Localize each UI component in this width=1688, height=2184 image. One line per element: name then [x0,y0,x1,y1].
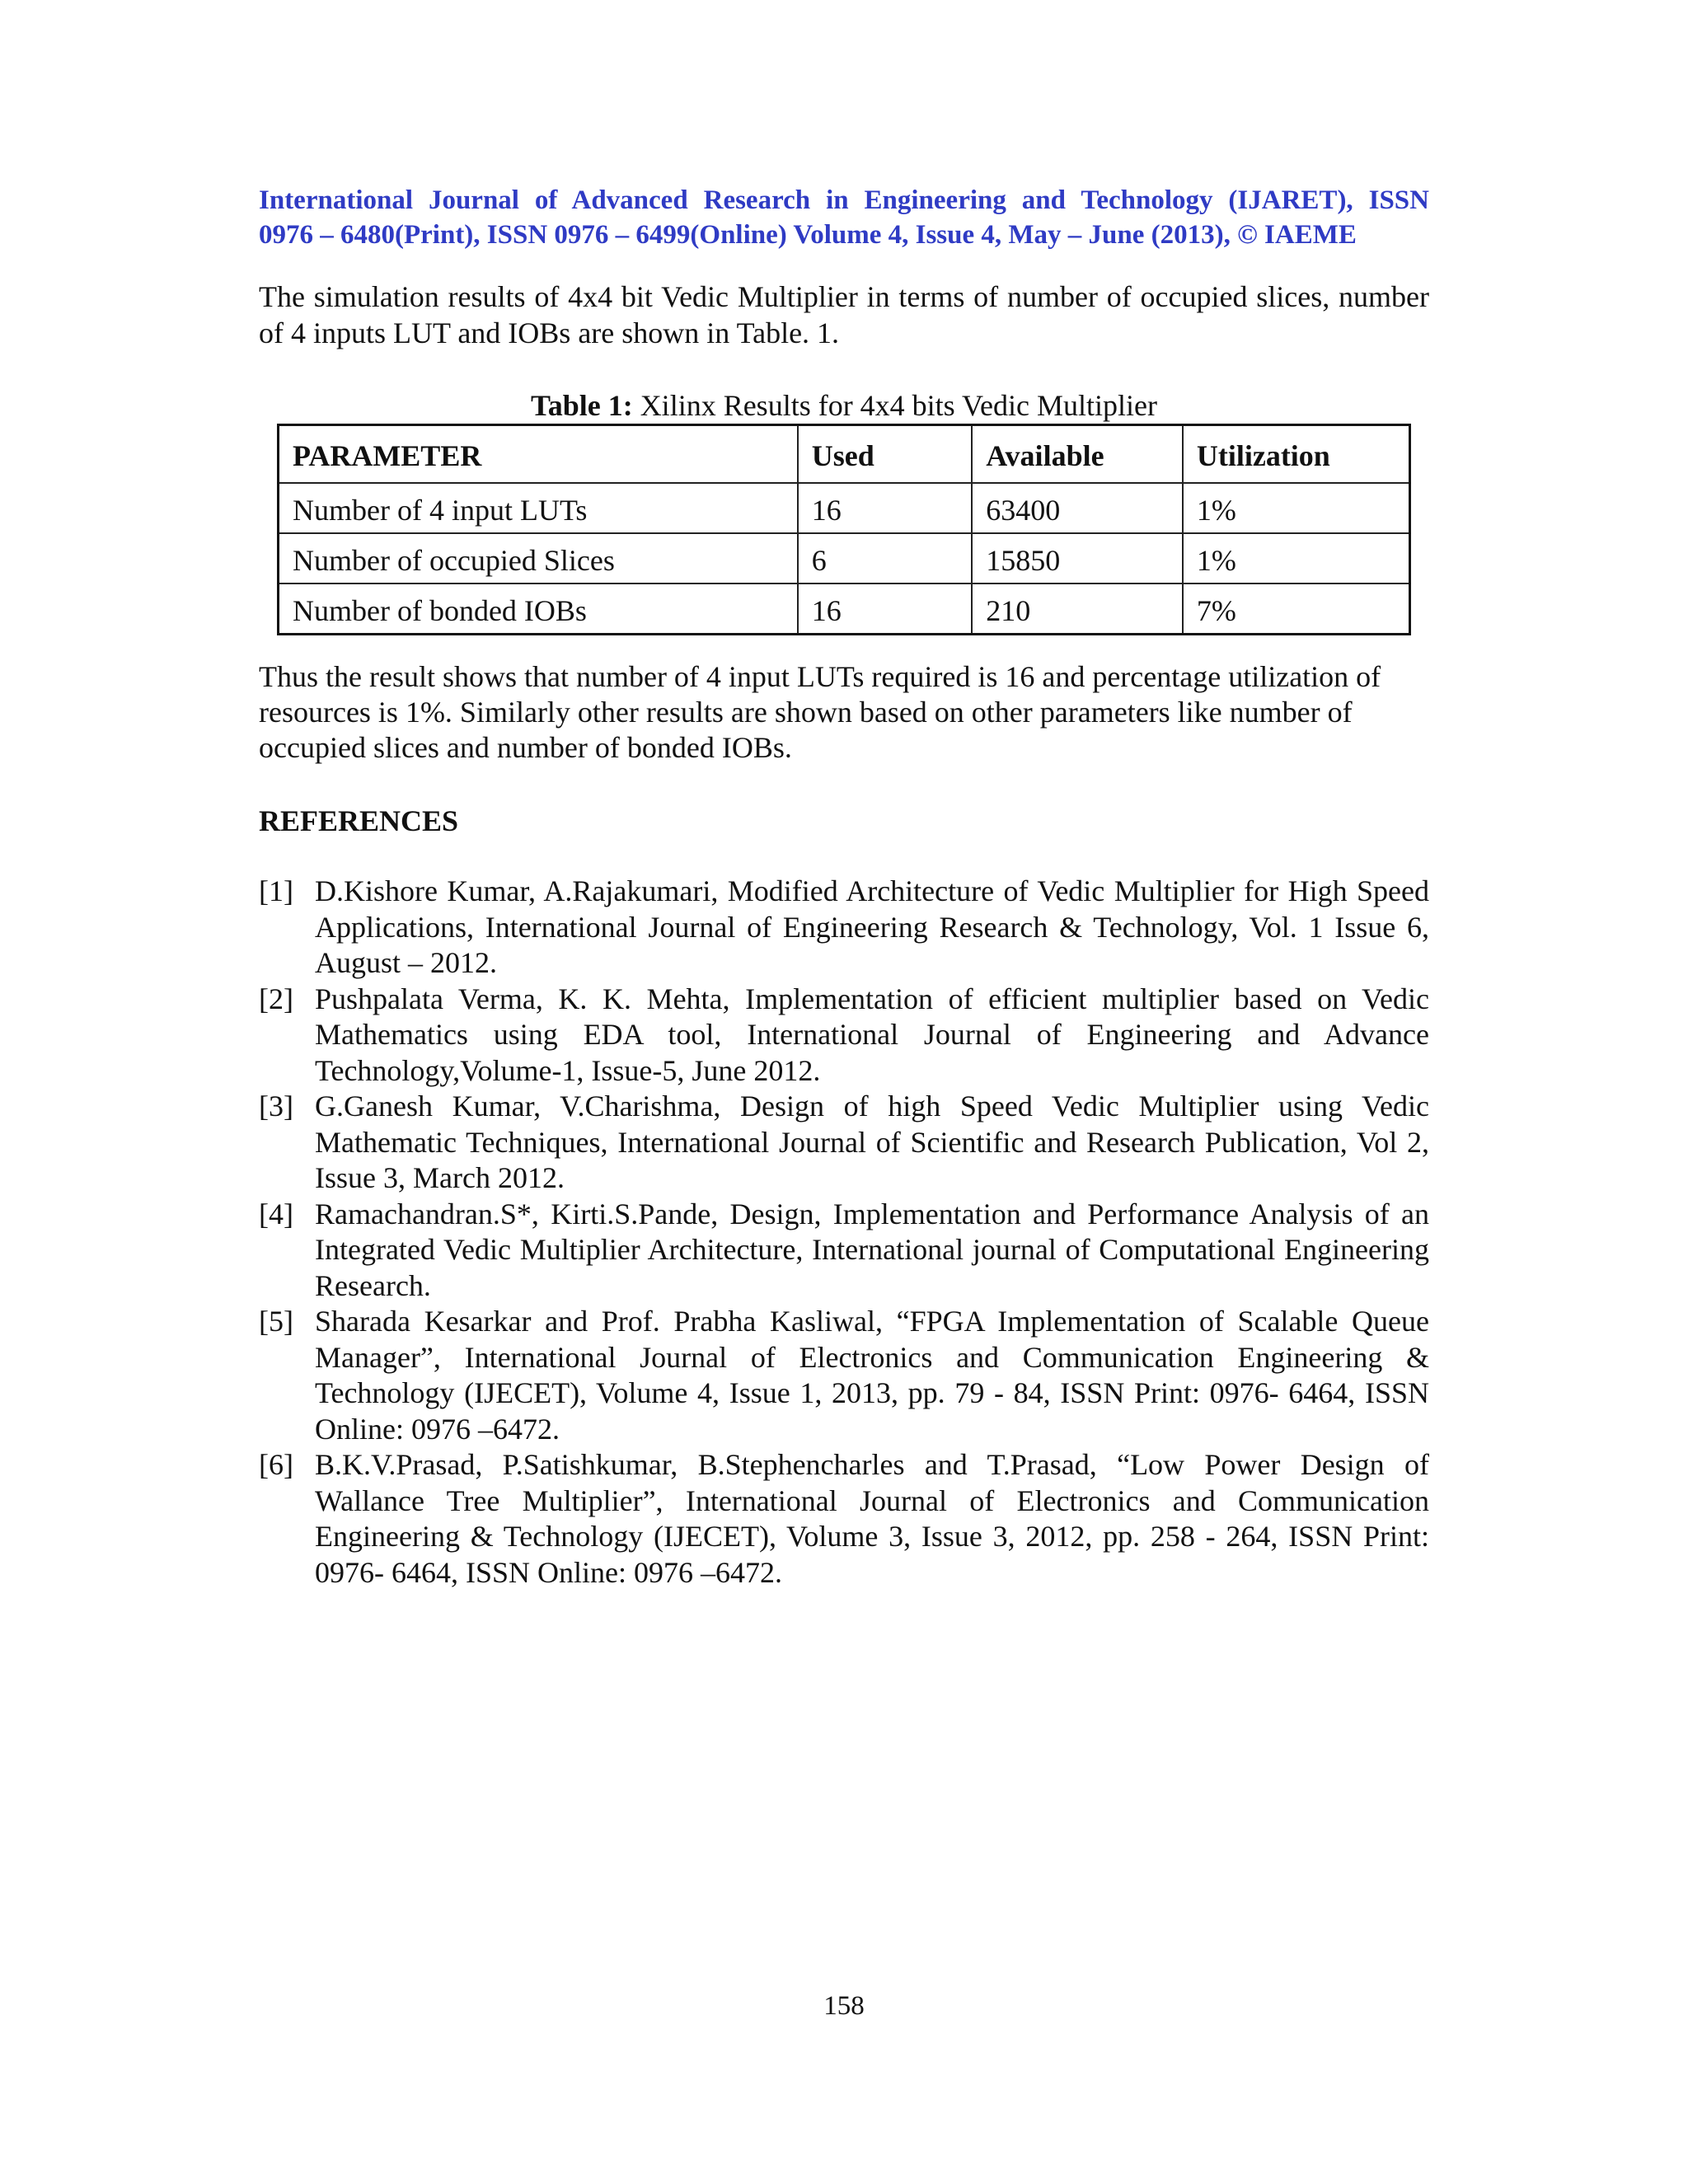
reference-item [259,1197,1429,1305]
table-row [279,583,1410,635]
column-header-used: Used [798,425,973,484]
cell-utilization: 1% [1183,533,1410,583]
page-number: 158 [823,1991,865,2021]
cell-parameter: Number of 4 input LUTs [279,483,798,533]
table-caption-label: Table 1: [530,389,633,422]
cell-utilization: 1% [1183,483,1410,533]
reference-number: [3] [259,1090,293,1122]
reference-number: [6] [259,1448,293,1481]
column-header-utilization: Utilization [1183,425,1410,484]
cell-used: 6 [798,533,973,583]
references-heading: REFERENCES [259,804,459,837]
reference-item [259,1447,1429,1591]
reference-item [259,1304,1429,1447]
reference-number: [5] [259,1305,293,1338]
journal-header [259,183,1429,252]
reference-item [259,874,1429,982]
column-header-parameter: PARAMETER [279,425,798,484]
cell-available: 63400 [972,483,1183,533]
reference-text: G.Ganesh Kumar, V.Charishma, Design of high Speed Vedic Multiplier using Vedic Mathematic Techniques, International Journal of Scientific and Research Publication, Vol 2, Issue 3, March 2012. [315,1090,1429,1194]
reference-text: D.Kishore Kumar, A.Rajakumari, Modified Architecture of Vedic Multiplier for High Speed Applications, International Journal of Engineering Research & Technology, Vol. 1 Issue 6, August – 2012. [315,874,1429,979]
reference-number: [1] [259,874,293,907]
reference-number: [2] [259,982,293,1015]
cell-parameter: Number of bonded IOBs [279,583,798,635]
cell-used: 16 [798,583,973,635]
column-header-available: Available [972,425,1183,484]
reference-text: Ramachandran.S*, Kirti.S.Pande, Design, Implementation and Performance Analysis of an Integrated Vedic Multiplier Architecture, International journal of Computational Engineering Research. [315,1197,1429,1302]
cell-available: 15850 [972,533,1183,583]
reference-text: Sharada Kesarkar and Prof. Prabha Kasliwal, “FPGA Implementation of Scalable Queue Manager”, International Journal of Electronics and Communication Engineering & Technology (IJECET), Volume 4, Issue 1, 2013, pp. 79 - 84, ISSN Print: 0976- 6464, ISSN Online: 0976 –6472. [315,1305,1429,1446]
cell-available: 210 [972,583,1183,635]
reference-item [259,1089,1429,1197]
cell-parameter: Number of occupied Slices [279,533,798,583]
reference-item [259,982,1429,1090]
table-header-row [279,425,1410,484]
table-row [279,483,1410,533]
references-list [259,874,1429,1591]
cell-utilization: 7% [1183,583,1410,635]
table-row [279,533,1410,583]
reference-text: Pushpalata Verma, K. K. Mehta, Implementation of efficient multiplier based on Vedic Mathematics using EDA tool, International Journal of Engineering and Advance Technology,Volume-1, Issue-5, June 2012. [315,982,1429,1087]
results-table [277,424,1411,635]
journal-header-line1: International Journal of Advanced Research in Engineering and Technology (IJARET), ISSN [259,185,1429,215]
table-caption [0,387,1688,424]
summary-paragraph: Thus the result shows that number of 4 input LUTs required is 16 and percentage utilization of resources is 1%. Similarly other results are shown based on other parameters like number of occupied slices and number of bonded IOBs. [259,660,1381,764]
reference-number: [4] [259,1197,293,1230]
intro-paragraph: The simulation results of 4x4 bit Vedic Multiplier in terms of number of occupied slices, number of 4 inputs LUT and IOBs are shown in Table. 1. [259,280,1429,349]
table-caption-text: Xilinx Results for 4x4 bits Vedic Multiplier [632,389,1157,422]
journal-header-line2: 0976 – 6480(Print), ISSN 0976 – 6499(Online) Volume 4, Issue 4, May – June (2013), © IAEME [259,220,1357,250]
reference-text: B.K.V.Prasad, P.Satishkumar, B.Stephencharles and T.Prasad, “Low Power Design of Wallance Tree Multiplier”, International Journal of Electronics and Communication Engineering & Technology (IJECET), Volume 3, Issue 3, 2012, pp. 258 - 264, ISSN Print: 0976- 6464, ISSN Online: 0976 –6472. [315,1448,1429,1589]
cell-used: 16 [798,483,973,533]
